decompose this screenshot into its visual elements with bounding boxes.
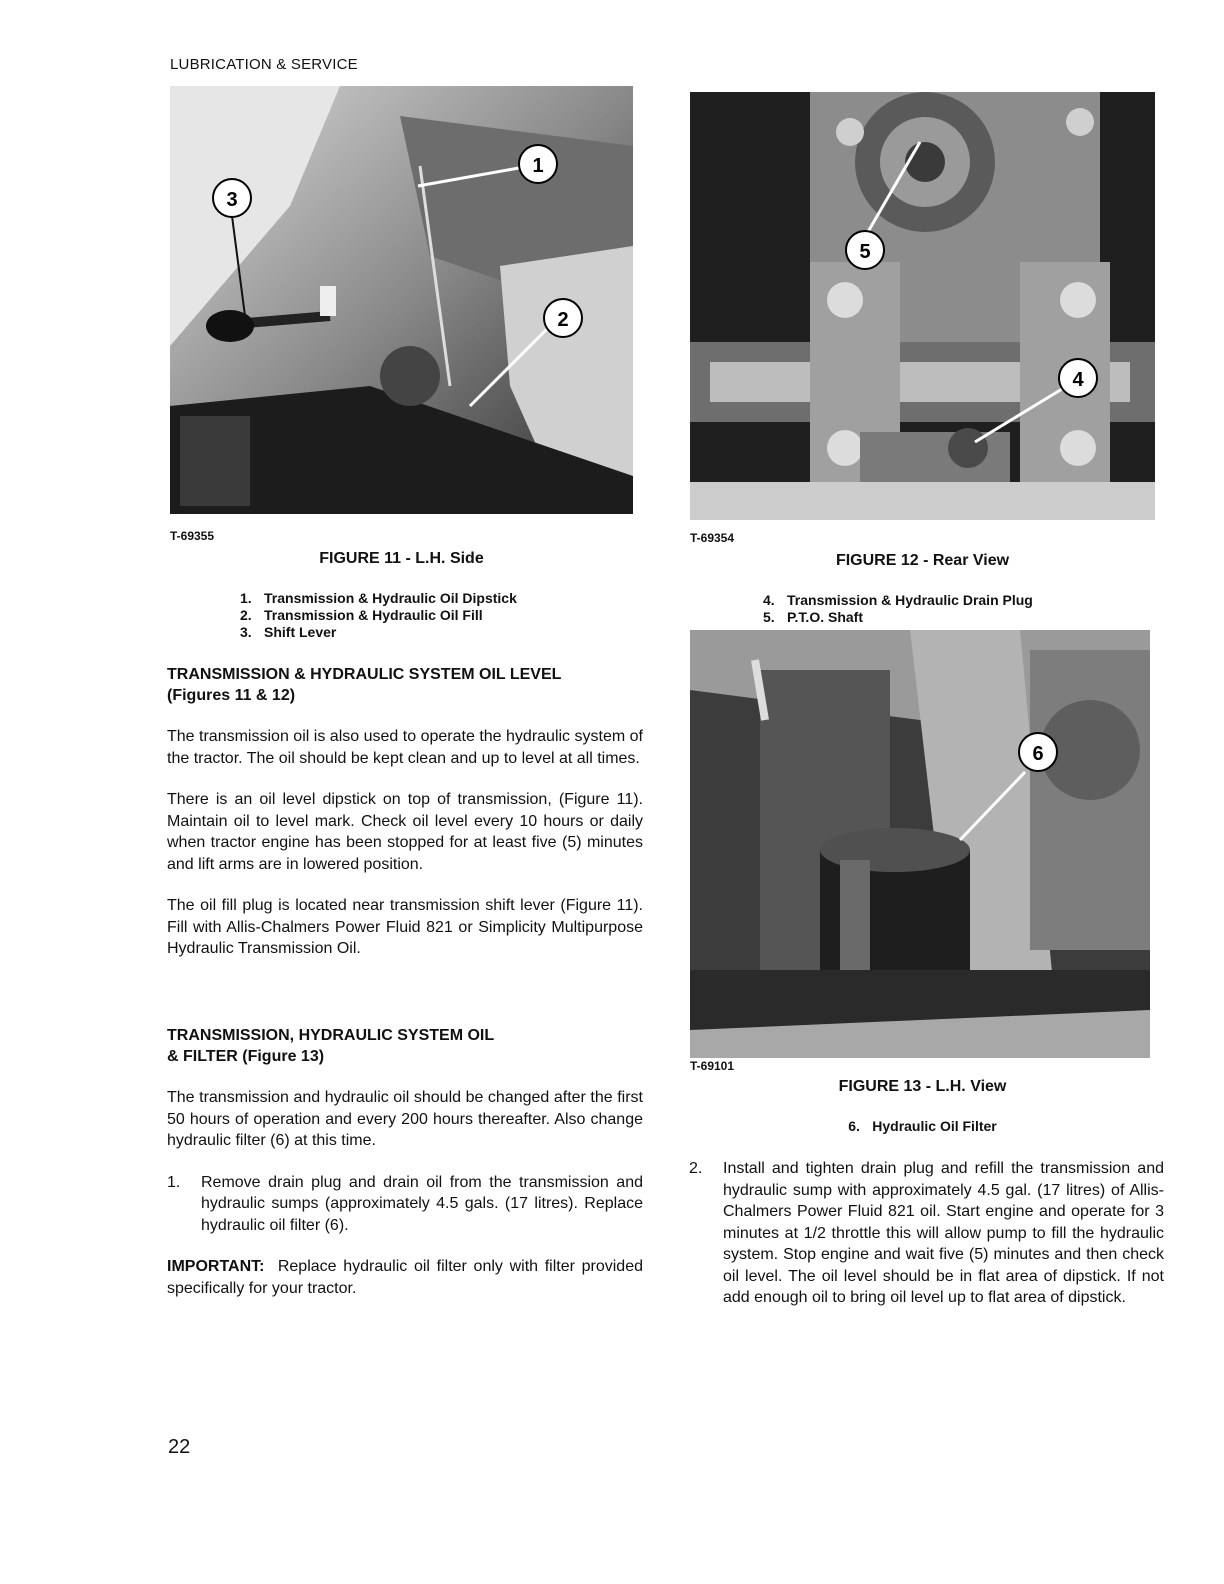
svg-text:4: 4 [1072, 369, 1084, 391]
running-header: LUBRICATION & SERVICE [170, 56, 358, 73]
svg-text:1: 1 [532, 155, 544, 177]
section-heading: TRANSMISSION & HYDRAULIC SYSTEM OIL LEVEL (Figures 11 & 12) [167, 666, 562, 704]
legend-item: 3. Shift Lever [240, 624, 337, 640]
legend-item: 6. Hydraulic Oil Filter [848, 1118, 997, 1134]
step-1: 1. Remove drain plug and drain oil from the transmission and hydraulic sumps (approximately 4.5 gals. (17 litres). Replace hydraulic oil filter (6). [167, 1173, 643, 1234]
figure-12-caption: FIGURE 12 - Rear View [835, 552, 1010, 569]
section-oil-level [167, 664, 643, 960]
svg-text:6: 6 [1032, 743, 1044, 765]
callout-5 [846, 231, 884, 269]
legend-item: 5. P.T.O. Shaft [763, 609, 863, 625]
figure-11-photo [170, 86, 633, 514]
svg-text:3: 3 [226, 189, 238, 211]
page-number: 22 [168, 1436, 191, 1458]
callout-6 [1019, 733, 1057, 771]
figure-13-caption: FIGURE 13 - L.H. View [838, 1078, 1007, 1095]
callout-1 [519, 145, 557, 183]
figure-13-photo [690, 630, 1150, 1058]
figure-13-code: T-69101 [690, 1059, 735, 1073]
callout-4 [1059, 359, 1097, 397]
legend-item: 4. Transmission & Hydraulic Drain Plug [763, 592, 1033, 608]
figure-11-legend [240, 590, 620, 641]
section-heading: TRANSMISSION, HYDRAULIC SYSTEM OIL & FILTER (Figure 13) [167, 1027, 495, 1065]
section-oil-filter [167, 1025, 643, 1299]
step-2: 2. Install and tighten drain plug and refill the transmission and hydraulic sump with approximately 4.5 gal. (17 litres) of Allis-Chalmers Power Fluid 821 oil. Start engine and operate for 3 minutes at 1/2 throttle this will allow pump to fill the hydraulic system. Stop engine and wait five (5) minutes and then check oil level. The oil level should be in flat area of dipstick. If not add enough oil to bring oil level up to flat area of dipstick. [689, 1160, 1164, 1306]
paragraph: The oil fill plug is located near transmission shift lever (Figure 11). Fill with Allis-Chalmers Power Fluid 821 or Simplicity Multipurpose Hydraulic Transmission Oil. [167, 897, 643, 957]
figure-11-caption: FIGURE 11 - L.H. Side [319, 550, 484, 567]
paragraph: The transmission oil is also used to operate the hydraulic system of the tractor. The oil should be kept clean and up to level at all times. [167, 728, 643, 767]
callout-3 [213, 179, 251, 217]
svg-text:2: 2 [557, 309, 569, 331]
paragraph: There is an oil level dipstick on top of transmission, (Figure 11). Maintain oil to level mark. Check oil level every 10 hours or daily when tractor engine has been stopped for at least five (5) minutes and lift arms are in lowered position. [167, 791, 643, 873]
callout-2 [544, 299, 582, 337]
paragraph: The transmission and hydraulic oil should be changed after the first 50 hours of operation and every 200 hours thereafter. Also change hydraulic filter (6) at this time. [167, 1089, 643, 1149]
figure-12-legend [763, 592, 1143, 626]
figure-12-photo [690, 92, 1155, 520]
figure-13-legend [690, 1118, 1155, 1135]
legend-item: 2. Transmission & Hydraulic Oil Fill [240, 607, 483, 623]
legend-item: 1. Transmission & Hydraulic Oil Dipstick [240, 590, 517, 606]
figure-12-code: T-69354 [690, 531, 735, 545]
important-note: IMPORTANT: Replace hydraulic oil filter only with filter provided specifically for your tractor. [167, 1258, 644, 1297]
figure-11-code: T-69355 [170, 529, 215, 543]
svg-text:5: 5 [859, 241, 871, 263]
